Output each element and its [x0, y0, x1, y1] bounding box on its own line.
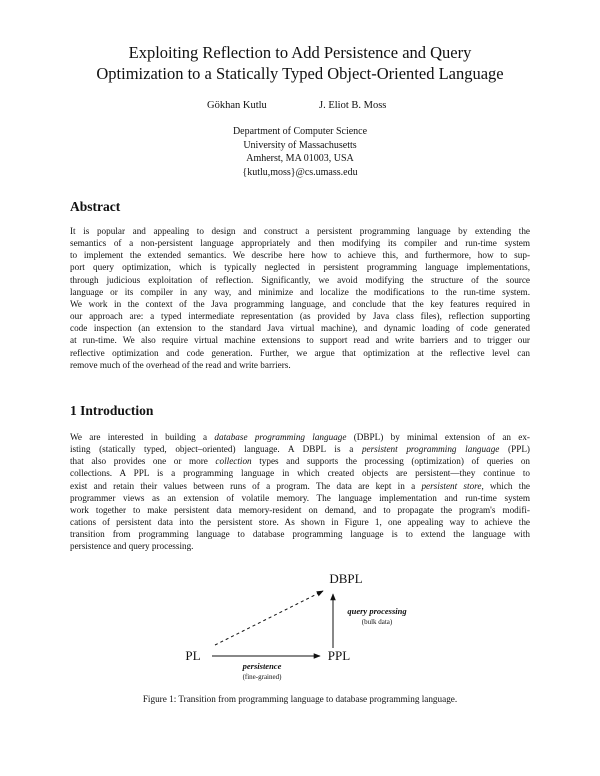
node-dbpl: DBPL — [329, 571, 363, 586]
label-persistence: persistence — [242, 661, 282, 671]
label-fine-grained: (fine-grained) — [242, 673, 282, 681]
abstract-line: to implement the extended semantics. We describe here how to achieve this, and furthermore, how to sup- — [70, 250, 530, 261]
pl-to-dbpl-dashed-arrow — [215, 591, 323, 645]
intro-line: cations of persistent data into the persistent store. As shown in Figure 1, one appealing way to achieve the — [70, 517, 530, 528]
text-run: isting (statically typed, object–oriented) language. A DBPL is a — [70, 444, 362, 455]
affiliation-univ: University of Massachusetts — [243, 139, 357, 151]
text-run: exist and retain their values between runs of a program. The data are kept in a — [70, 480, 422, 491]
abstract-line: reflective optimization and code generation. Further, we argue that optimization at the reflective level can — [70, 347, 530, 358]
intro-line: transition from programming language to database programming language is to extend the language with — [70, 529, 530, 540]
text-run: that also provides one or more — [70, 456, 216, 467]
emphasis-term: persistent store — [421, 480, 482, 491]
title-line-2: Optimization to a Statically Typed Object-Oriented Language — [96, 64, 504, 83]
affiliation-city: Amherst, MA 01003, USA — [246, 153, 354, 164]
emphasis-term: persistent programming language — [361, 444, 500, 455]
intro-line: work together to make persistent data memory-resident on demand, and to propagate the program's modifi- — [70, 504, 530, 515]
abstract-line: remove much of the overhead of the read and write barriers. — [70, 359, 291, 370]
emphasis-term: collection — [215, 456, 252, 467]
abstract-line: We work in the context of the Java programming language, and conclude that the key features required in — [70, 298, 530, 309]
label-bulk-data: (bulk data) — [361, 618, 393, 626]
abstract-line: It is popular and appealing to design and construct a persistent programming language by extending the — [70, 226, 530, 236]
affiliation-dept: Department of Computer Science — [232, 126, 368, 137]
author-1: Gökhan Kutlu — [207, 100, 267, 111]
figure-1-caption: Figure 1: Transition from programming language to database programming language. — [142, 694, 458, 704]
abstract-line: through judicious exploitation of reflection. Significantly, we avoid modifying the structure of the source — [70, 274, 530, 285]
abstract-heading: Abstract — [70, 199, 121, 214]
abstract-line: at run-time. We also require virtual machine extensions to support read and write barriers and to trigger our — [70, 335, 530, 346]
text-run: (DBPL) by minimal extension of an ex- — [346, 432, 530, 442]
abstract-line: semantics of a non-persistent language appropriately and then modifying its compiler and run-time system — [70, 238, 530, 249]
emphasis-term: database programming language — [214, 432, 347, 442]
abstract-line: language or its compiler in any way, and minimize and localize the modifications to the run-time system. — [70, 286, 530, 297]
abstract-line: port query optimization, which is typically neglected in persistent programming language implementations, — [70, 262, 530, 273]
abstract-line: code inspection (an extension to the standard Java virtual machine), and dynamic loading of code generated — [70, 323, 530, 334]
abstract-line: our approach are: a typed intermediate representation (as provided by Java class files), reflection supporting — [70, 311, 530, 322]
title-line-1: Exploiting Reflection to Add Persistence and Query — [128, 43, 472, 62]
text-run: We are interested in building a — [70, 432, 215, 442]
node-ppl: PPL — [327, 648, 351, 663]
affiliation-email: {kutlu,moss}@cs.umass.edu — [242, 166, 358, 178]
node-pl: PL — [185, 648, 201, 663]
intro-line: persistence and query processing. — [70, 541, 194, 552]
intro-line: collections. A PPL is a programming language in which created objects are persistent—they continue to — [70, 468, 530, 479]
text-run: (PPL) — [499, 444, 530, 455]
intro-heading: 1 Introduction — [70, 403, 154, 418]
text-run: types and supports the processing (optimization) of queries on — [251, 456, 531, 467]
text-run: , which the — [481, 480, 530, 491]
author-2: J. Eliot B. Moss — [319, 100, 387, 111]
label-query-processing: query processing — [347, 606, 407, 616]
intro-line: programmer views as an extension of volatile memory. The language implementation and run-time system — [70, 492, 530, 503]
